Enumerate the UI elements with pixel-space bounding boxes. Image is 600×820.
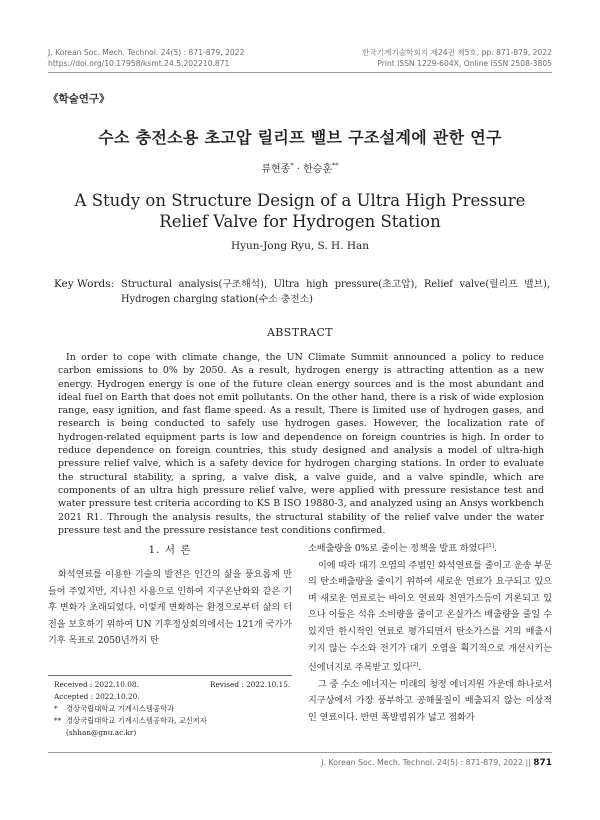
footnote-divider (48, 675, 292, 676)
received-date: Received : 2022.10.08. (54, 680, 139, 689)
keywords-list (111, 278, 550, 307)
running-header-left (48, 47, 244, 69)
abstract-heading: ABSTRACT (266, 326, 334, 339)
reference-mark[interactable]: [2] (410, 662, 419, 669)
accepted-date: Accepted : 2022.10.20. (54, 692, 140, 701)
intro-right-column (308, 538, 552, 727)
intro-paragraph: 그 중 수소 에너지는 미래의 청정 에너지원 가운데 하나로서 지구상에서 가장 풍부하고 공해물질이 배출되지 않는 이상적인 연료이다. 반면 폭발범위가 넓고 점화가 (308, 679, 552, 723)
affiliation-mark: * (290, 161, 294, 170)
footer-divider (48, 752, 552, 753)
authors-english: Hyun-Jong Ryu, S. H. Han (230, 240, 370, 252)
affiliation-2 (54, 715, 207, 727)
paragraph-text: 소배출량을 0%로 줄이는 정책을 발표 하였다 (308, 544, 487, 555)
period: . (418, 663, 422, 674)
abstract-body: In order to cope with climate change, the UN Climate Summit announced a policy to reduce carbon emissions to 0% by 2050. As a result, hydrogen energy is attracting attention as a new energy. Hydrogen energy is one of the future clean energy sources and is the most abundant and ideal fuel on Earth that does not emit pollutants. On the other hand, there is a risk of wide explosion range, easy ignition, and fast flame speed. As a result, There is limited use of hydrogen gases, and research is being conducted to safely use hydrogen gases. However, the localization rate of hydrogen-related equipment parts is low and dependence on foreign countries is high. In order to reduce dependence on foreign countries, this study designed and analysis a model of ultra-high pressure relief valve, which is a safety device for hydrogen charging stations. In order to evaluate the structural stability, a spring, a valve disk, a valve guide, and a valve spindle, which are components of an ultra high pressure relief valve, were applied with pressure resistance test and water pressure test criteria according to KS B ISO 19880-3, and analyzed using an Ansys workbench 2021 R1. Through the analysis results, the structural stability of the relief valve under the water pressure test and the pressure resistance test conditions confirmed. (58, 352, 544, 536)
page-number: 871 (533, 758, 552, 768)
affiliation-mark: ** (332, 161, 339, 170)
intro-paragraph: 화석연료를 이용한 기술의 발전은 인간의 삶을 풍요롭게 만들어 주었지만, 지나친 사용으로 인하여 지구온난화와 같은 기후 변화가 초래되었다. 이렇게 변화하는 환경으로부터 삶의 터전을 보호하기 위하여 UN 기후정상회의에서는 121개 국가가 기후 목표로 2050년까지 탄 (48, 570, 292, 647)
intro-paragraph (308, 558, 552, 677)
doi-link[interactable]: https://doi.org/10.17958/ksmt.24.5.202210.871 (48, 59, 230, 68)
period: . (494, 544, 497, 555)
article-category: 《학술연구》 (48, 93, 110, 105)
authors-korean (0, 160, 600, 175)
journal-citation-korean: 한국기계기술학회지 제24권 제5호, pp. 871-879, 2022 (362, 48, 552, 57)
keywords-label: Key Words (54, 278, 111, 290)
reference-mark[interactable]: [1] (486, 543, 495, 549)
paragraph-text: 이에 따라 대기 오염의 주범인 화석연료를 줄이고 운송 부문의 탄소배출량을 줄이기 위하여 새로운 연료가 요구되고 있으며 새로운 연료로는 바이오 연료와 천연가스등이 거론되고 있으나 이들은 석유 소비량을 줄이고 온실가스 배출량을 줄일 수 있지만 한시적인 연료로 평가되면서 탄소가스를 거의 배출시키지 않는 수소와 전기가 대기 오염을 획기적으로 개선시키는 신에너지로 주목받고 있다 (308, 560, 552, 674)
header-divider (48, 72, 552, 73)
keywords-text: Structural analysis(구조해석), Ultra high pressure(초고압), Relief valve(릴리프 밸브), Hydrogen charging station(수소 충전소) (121, 279, 550, 305)
affiliation-mark: ** (54, 716, 62, 725)
author-separator: · (293, 164, 304, 175)
keywords-colon: : (111, 279, 115, 290)
revised-date: Revised : 2022.10.15. (210, 680, 291, 689)
corresponding-email[interactable]: (shhan@gnu.ac.kr) (66, 728, 137, 737)
paper-title-korean: 수소 충전소용 초고압 릴리프 밸브 구조설계에 관한 연구 (98, 128, 502, 147)
page-footer (321, 758, 552, 768)
intro-paragraph (308, 538, 552, 558)
footer-citation: J. Korean Soc. Mech. Technol. 24(5) : 871-879, 2022 || (321, 758, 531, 767)
issn-info: Print ISSN 1229-604X, Online ISSN 2508-3805 (377, 59, 552, 68)
author-name: 한승훈 (303, 164, 333, 175)
section-heading-introduction: 1. 서 론 (148, 544, 192, 556)
affiliation-mark: * (54, 704, 58, 713)
paper-title-english (60, 190, 540, 232)
affiliation-text: 경상국립대학교 기계시스템공학과, 교신저자 (66, 716, 207, 725)
journal-citation: J. Korean Soc. Mech. Technol. 24(5) : 871-879, 2022 (48, 48, 245, 57)
running-header-right (362, 47, 552, 69)
affiliation-text: 경상국립대학교 기계시스템공학과 (66, 704, 175, 713)
title-line: A Study on Structure Design of a Ultra High Pressure (74, 191, 526, 210)
author-name: 류현종 (261, 164, 291, 175)
affiliation-1 (54, 703, 174, 715)
title-line: Relief Valve for Hydrogen Station (159, 212, 441, 231)
